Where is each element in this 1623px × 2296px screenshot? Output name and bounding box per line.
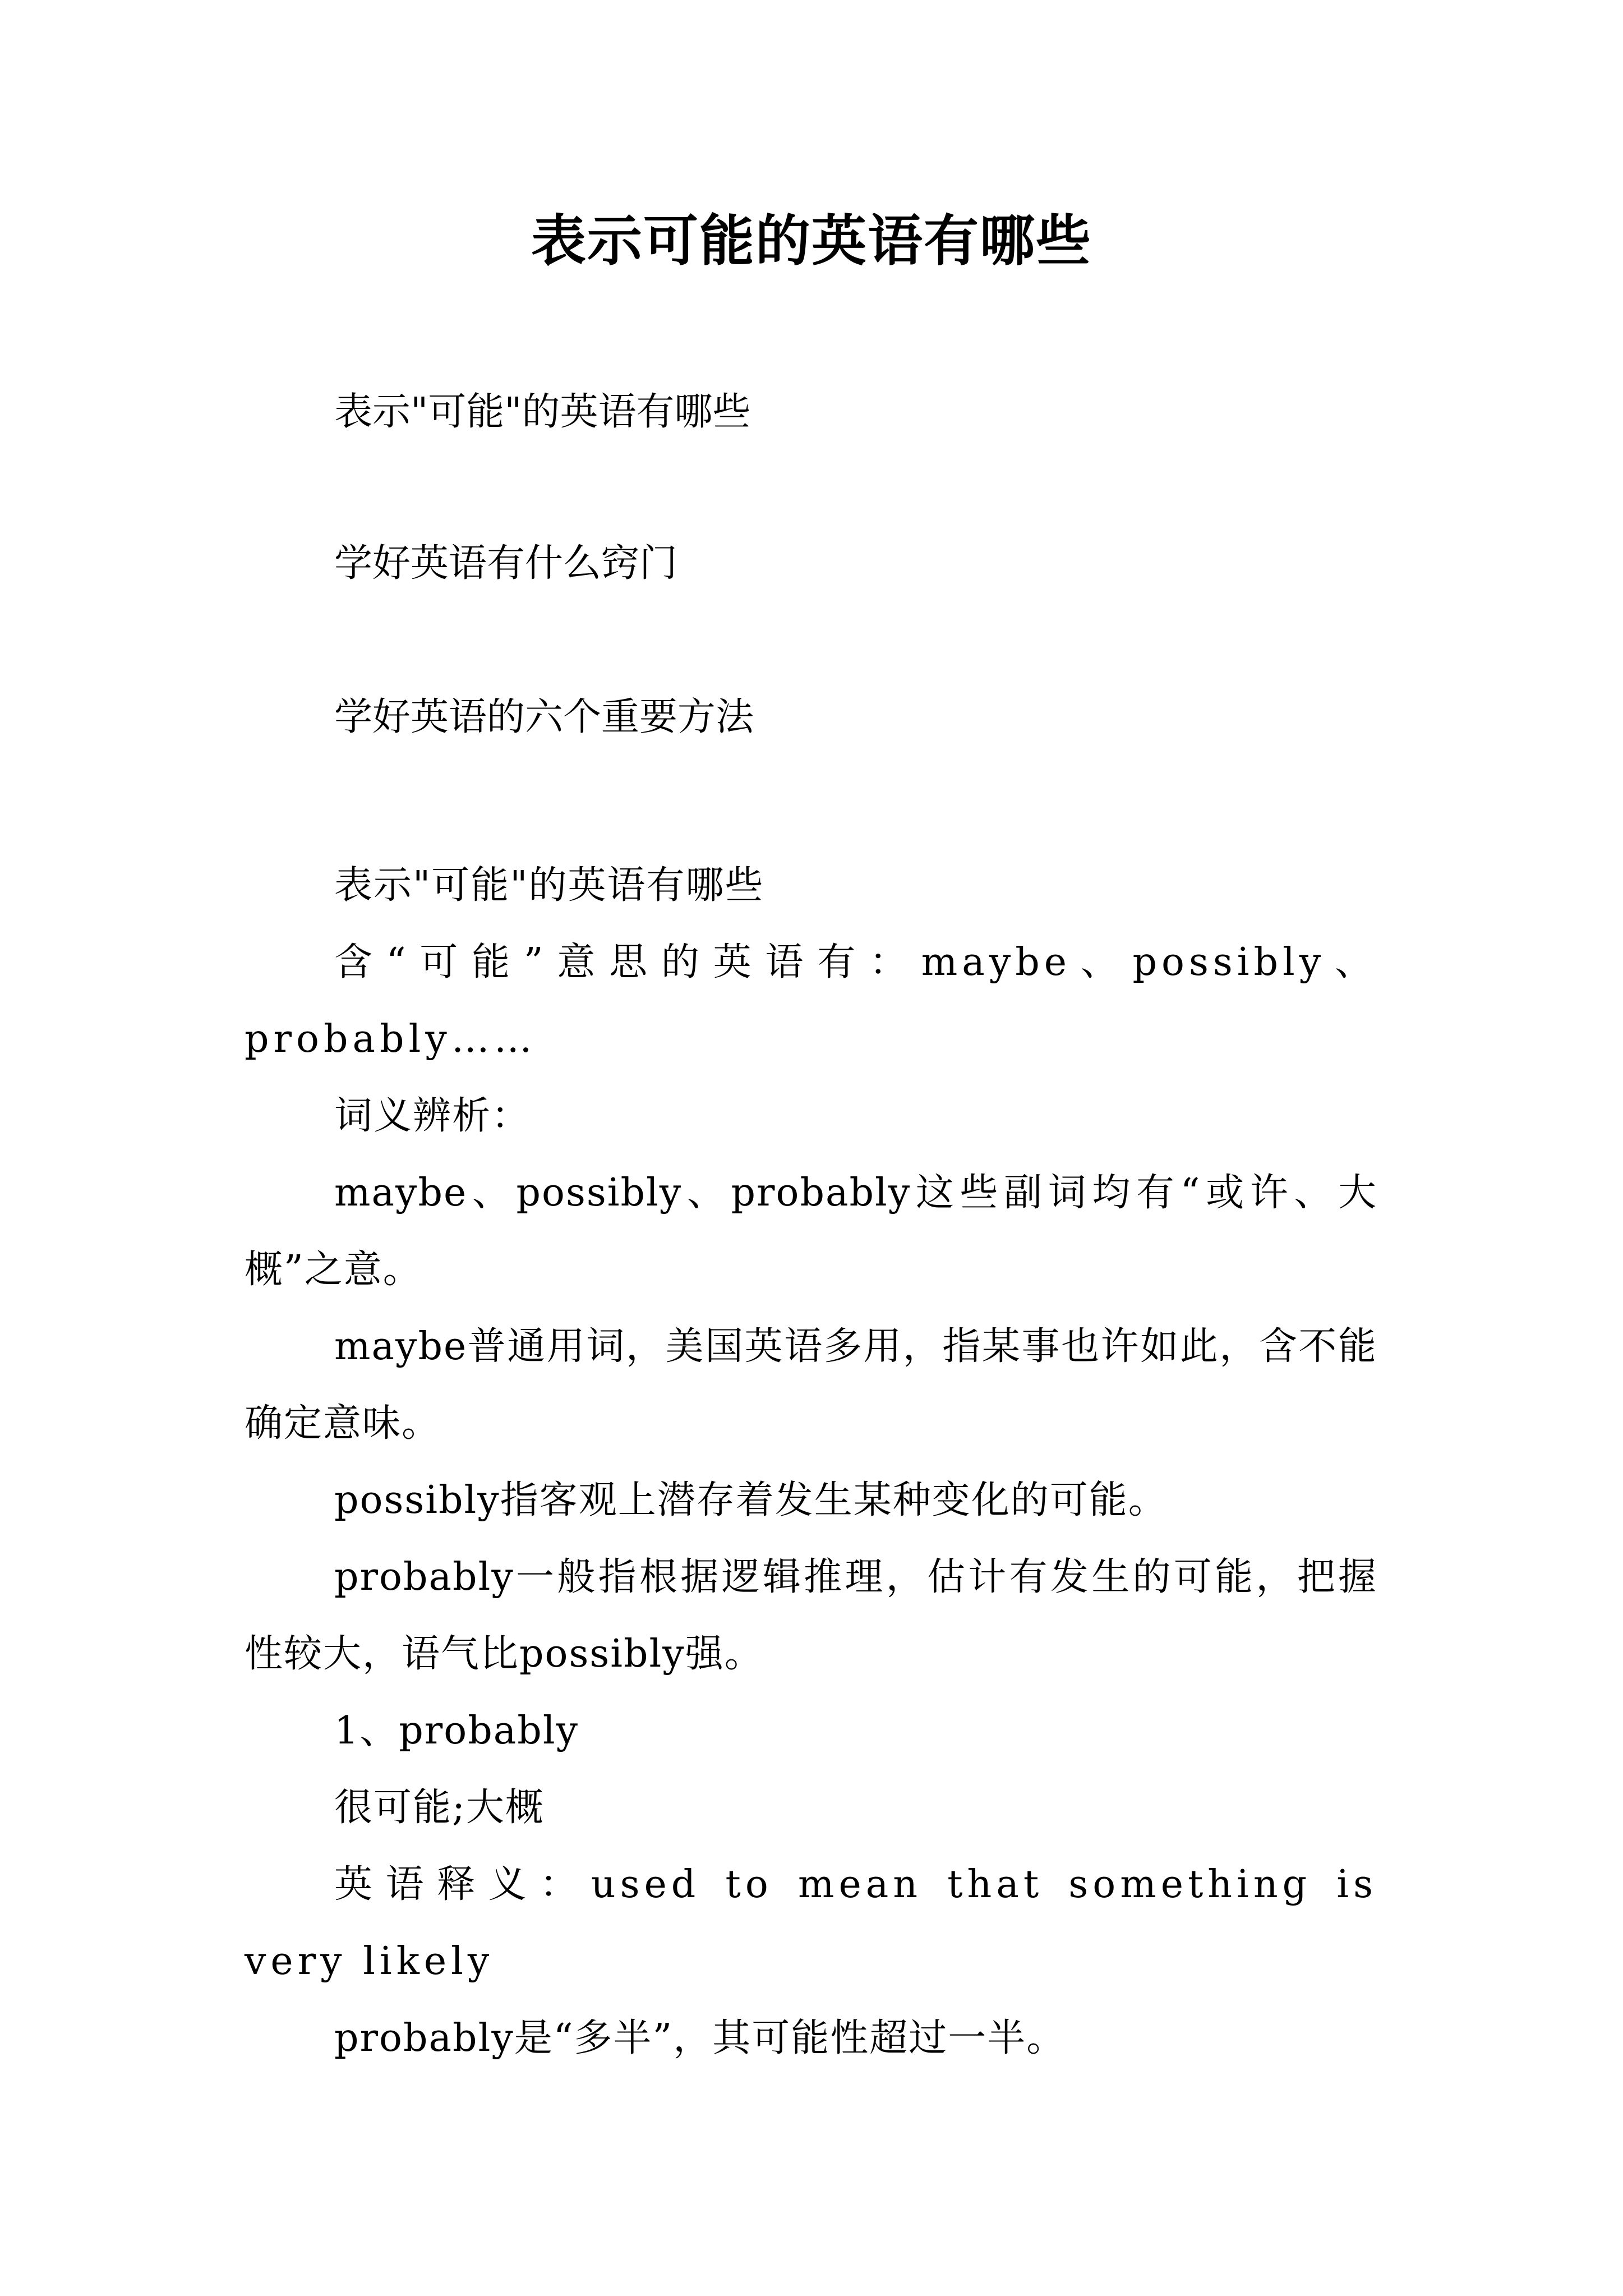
paragraph: 很可能;大概 bbox=[334, 1786, 545, 1830]
paragraph: maybe、possibly、probably这些副词均有“或许、大概”之意。 bbox=[245, 1171, 1377, 1292]
toc-item-1: 表示"可能"的英语有哪些 bbox=[334, 390, 751, 434]
paragraph: 含“可能”意思的英语有：maybe、possibly、probably…… bbox=[245, 940, 1377, 1061]
paragraph: 词义辨析： bbox=[334, 1094, 531, 1138]
paragraph: probably是“多半”，其可能性超过一半。 bbox=[334, 2016, 1066, 2060]
document-body bbox=[245, 847, 1377, 2077]
paragraph: 英语释义：used to mean that something is very likely bbox=[245, 1862, 1377, 1984]
paragraph: probably一般指根据逻辑推理，估计有发生的可能，把握性较大，语气比possibly强。 bbox=[245, 1555, 1377, 1676]
paragraph: maybe普通用词，美国英语多用，指某事也许如此，含不能确定意味。 bbox=[245, 1324, 1377, 1446]
document-title: 表示可能的英语有哪些 bbox=[531, 209, 1092, 273]
toc-item-3: 学好英语的六个重要方法 bbox=[334, 695, 754, 739]
paragraph: possibly指客观上潜存着发生某种变化的可能。 bbox=[334, 1478, 1168, 1522]
toc-item-2: 学好英语有什么窍门 bbox=[334, 541, 678, 586]
paragraph: 1、probably bbox=[334, 1709, 579, 1753]
section-heading: 表示"可能"的英语有哪些 bbox=[334, 863, 764, 908]
